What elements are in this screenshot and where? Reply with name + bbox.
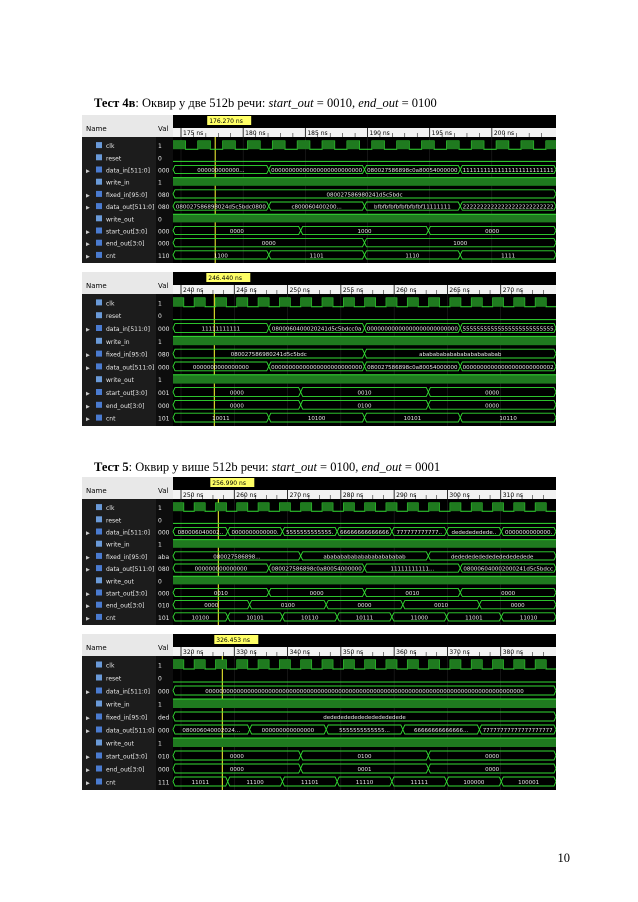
waveform-screenshot-1 [82,115,556,263]
bus-value-label: 0010 [405,591,420,597]
bus-value-label: 10100 [191,615,210,622]
signal-value-3: 1 [158,338,162,346]
signal-type-icon [96,675,102,681]
bus-value-label: 0000 [229,390,244,397]
caption-label: Тест 5 [94,460,129,474]
signal-value-1: 0 [158,313,162,321]
bus-value-label: 0000 [485,767,500,773]
signal-type-icon [96,312,102,318]
time-tick-label: 270 ns [289,492,310,499]
signal-value-6: 0 [158,216,162,224]
bus-value-label: 1101 [309,253,324,260]
time-tick-label: 185 ns [307,130,328,137]
signal-value-8: 010 [158,602,170,610]
signal-type-icon [96,553,102,559]
signal-value-2: 000 [158,688,170,696]
bus-value-label: 10100 [307,416,326,423]
bus-value-label: 0000 [229,767,244,773]
bus-value-label: 0010 [357,390,372,397]
signal-value-1: 0 [158,155,162,163]
bus-value-label: 0000000000000000000000000000000000000000000000000000000000000000000000000000000000000000000 [205,689,524,695]
signal-name-6: write_out [106,740,134,748]
signal-name-7: start_out[3:0] [106,390,148,397]
expand-arrow-icon: ▶ [86,391,90,397]
signal-value-7: 000 [158,228,170,236]
signal-name-4: fixed_in[95:0] [106,714,148,722]
bus-value-label: 0000 [309,591,324,597]
time-tick-label: 320 ns [183,649,204,656]
expand-arrow-icon: ▶ [86,403,90,410]
signal-name-6: write_out [106,578,134,586]
bus-value-label: 0100 [280,603,295,610]
cursor-time-label: 256.990 ns [212,480,246,487]
signal-value-4: aba [158,553,170,561]
signal-name-4: fixed_in[95:0] [106,191,148,199]
time-tick-label: 360 ns [396,649,417,656]
cursor-time-label: 326.453 ns [216,637,250,644]
signal-name-7: start_out[3:0] [106,228,148,236]
bus-value-label: 0000000000000. [231,530,279,536]
signal-type-icon [96,662,102,668]
caption-var: end_out [361,460,402,474]
bus-value-label: 11111111111111111111111111 [462,168,554,174]
bus-value-label: 1000 [453,241,468,248]
signal-name-5: data_out[511:0] [106,566,155,574]
caption-eq: = 0100, [316,460,362,474]
cursor-time-label: 246.440 ns [208,275,242,282]
bus-value-label: 55555555555555555555555555 [462,326,554,333]
signal-type-icon [96,240,102,246]
expand-arrow-icon: ▶ [86,591,90,598]
expand-arrow-icon: ▶ [86,615,90,622]
bus-value-label: 1100 [213,253,228,260]
signal-type-icon [96,529,102,535]
time-tick-label: 175 ns [183,130,204,137]
bus-value-label: 10110 [301,615,319,622]
bus-value-label: abababababababababababab [419,352,502,359]
bus-value-label: 080006040002024... [182,728,241,734]
bus-value-label: 0000 [204,603,219,610]
signal-value-3: 1 [158,541,162,549]
cursor-time-label: 176.270 ns [209,118,243,125]
bus-value-label: 777777777777.. [396,530,442,536]
expand-arrow-icon: ▶ [86,327,90,333]
bus-value-label: 000000000000000 [194,566,248,573]
bus-value-label: 00000000000000000000000002 [462,364,554,371]
bus-value-label: 11010 [519,615,538,622]
signal-type-icon [96,203,102,209]
signal-name-5: data_out[511:0] [106,204,155,212]
signal-value-0: 1 [158,300,162,308]
signal-name-2: data_in[511:0] [106,529,150,537]
signal-name-3: write_in [106,701,130,709]
signal-name-1: reset [106,155,122,163]
signal-value-6: 1 [158,740,162,748]
expand-arrow-icon: ▶ [86,168,90,175]
expand-arrow-icon: ▶ [86,205,90,212]
bus-value-label: 0000 [501,591,516,597]
signal-name-0: clk [106,300,115,308]
bus-value-label: 0010 [434,603,449,610]
bus-value-label: 080027586898... [213,554,261,561]
bus-value-label: dededededede.. [451,530,497,536]
bus-value-label: 10101 [403,416,422,423]
signal-value-4: 080 [158,351,170,359]
bus-value-label: 0000000000000. [505,530,553,536]
signal-name-0: clk [106,505,115,513]
bus-value-label: 0800060400020241d5c5bdcc0a [271,326,362,333]
expand-arrow-icon: ▶ [86,567,90,574]
bus-value-label: 100001 [518,780,540,786]
bus-value-label: 0010 [213,591,228,597]
bus-value-label: 00000000000000000000000000 [271,168,363,174]
bus-value-label: 080027586898c0a80054000000 [367,364,458,371]
bus-value-label: 11100 [246,780,264,786]
signal-value-5: 000 [158,364,170,372]
signal-name-0: clk [106,143,115,151]
bus-value-label: 080006040002000241d5c5bdcc [463,566,553,573]
signal-type-icon [96,516,102,522]
bus-value-label: dededededededededededede [450,554,534,561]
signal-type-icon [96,325,102,331]
page-number: 10 [557,851,570,865]
signal-value-9: 111 [158,779,170,787]
signal-value-5: 000 [158,727,170,735]
bus-value-label: 000000000000... [197,168,245,174]
caption-var: start_out [271,460,317,474]
signal-type-icon [96,577,102,583]
signal-type-icon [96,376,102,382]
bus-value-label: 10110 [499,416,517,423]
signal-type-icon [96,714,102,720]
bus-value-label: 0000 [229,229,244,235]
value-column-header: Val [158,644,169,652]
signal-type-icon [96,142,102,148]
signal-type-icon [96,154,102,160]
bus-value-label: 11011 [191,780,210,786]
bus-value-label: 0001 [357,767,372,773]
signal-value-8: 000 [158,402,170,410]
signal-type-icon [96,590,102,596]
signal-value-9: 101 [158,415,170,423]
time-tick-label: 195 ns [431,130,452,137]
bus-value-label: 11111 [410,780,428,786]
bus-value-label: bfbfbfbfbfbfbfbfbf11111111 [373,204,451,211]
signal-value-4: ded [158,714,170,722]
time-tick-label: 180 ns [245,130,266,137]
signal-name-2: data_in[511:0] [106,326,150,333]
bus-value-label: dededededededededededede [323,715,406,721]
expand-arrow-icon: ▶ [86,603,90,610]
signal-name-1: reset [106,313,122,321]
caption-text: : Оквир у више 512b речи: [128,460,272,474]
signal-type-icon [96,727,102,733]
caption-eq: = 0100 [398,96,437,110]
time-tick-label: 190 ns [369,130,390,137]
signal-value-5: 080 [158,566,170,574]
signal-name-2: data_in[511:0] [106,688,150,696]
expand-arrow-icon: ▶ [86,365,90,372]
bus-value-label: 0000 [229,403,244,410]
caption-text: : Оквир у две 512b речи: [135,96,269,110]
bus-value-label: 1110 [405,253,420,260]
test-5-caption [94,460,440,475]
signal-value-1: 0 [158,517,162,525]
waveform-screenshot-2 [82,272,556,426]
expand-arrow-icon: ▶ [86,229,90,236]
bus-value-label: 1111 [501,253,516,260]
value-column-header: Val [158,125,169,133]
signal-type-icon [96,740,102,746]
bus-value-label: 22222222222222222222222222 [462,204,554,211]
signal-type-icon [96,389,102,395]
bus-value-label: 080027586980241d5c5bdc [230,352,307,359]
signal-type-icon [96,688,102,694]
signal-name-3: write_in [106,541,130,549]
value-column-header: Val [158,487,169,495]
signal-type-icon [96,351,102,357]
bus-value-label: c800060400200... [291,204,342,211]
time-tick-label: 290 ns [396,492,417,499]
signal-type-icon [96,252,102,258]
time-tick-label: 250 ns [183,492,204,499]
bus-value-label: 080027586898c0a80054000000 [271,566,362,573]
signal-name-0: clk [106,662,115,670]
signal-type-icon [96,191,102,197]
signal-value-3: 1 [158,179,162,187]
bus-value-label: 0000000000000000 [192,364,249,371]
signal-name-6: write_out [106,216,134,224]
bus-value-label: 66666666666666... [413,728,469,734]
signal-value-9: 101 [158,614,170,622]
bus-value-label: 11111111111 [201,326,241,333]
bus-value-label: 11110 [355,780,374,786]
signal-type-icon [96,753,102,759]
time-tick-label: 245 ns [236,287,257,294]
bus-value-label: 0000 [261,241,276,248]
name-column-header: Name [86,487,107,495]
waveform-screenshot-4 [82,634,556,790]
bus-value-label: 080027586898024d5c5bdc0800 [175,204,266,211]
signal-value-3: 1 [158,701,162,709]
signal-value-4: 080 [158,191,170,199]
bus-value-label: 100000 [463,780,485,786]
time-tick-label: 250 ns [289,287,310,294]
signal-name-3: write_in [106,179,130,187]
signal-value-7: 001 [158,390,170,397]
expand-arrow-icon: ▶ [86,554,90,561]
signal-type-icon [96,215,102,221]
time-tick-label: 340 ns [289,649,310,656]
name-column-header: Name [86,282,107,290]
signal-type-icon [96,338,102,344]
signal-value-6: 1 [158,377,162,385]
signal-type-icon [96,701,102,707]
expand-arrow-icon: ▶ [86,689,90,696]
bus-value-label: 11101 [301,780,319,786]
expand-arrow-icon: ▶ [86,530,90,537]
bus-value-label: 080027586980241d5c5bdc [326,192,403,199]
waveform-screenshot-3 [82,477,556,625]
signal-name-8: end_out[3:0] [106,240,145,248]
signal-name-7: start_out[3:0] [106,753,148,761]
bus-value-label: 0000 [485,390,500,397]
signal-name-3: write_in [106,338,130,346]
bus-value-label: 00000000000000000000000000 [271,364,363,371]
time-tick-label: 255 ns [342,287,364,294]
signal-type-icon [96,602,102,608]
caption-eq: = 0010, [313,96,359,110]
signal-name-9: cnt [106,252,116,260]
expand-arrow-icon: ▶ [86,253,90,260]
signal-value-7: 010 [158,753,170,761]
signal-value-2: 000 [158,529,170,537]
signal-type-icon [96,415,102,421]
bus-value-label: 0100 [357,403,372,410]
time-tick-label: 270 ns [502,287,524,294]
signal-type-icon [96,766,102,772]
bus-value-label: 000000000000000 [261,728,315,734]
signal-type-icon [96,228,102,234]
signal-value-9: 110 [158,252,170,260]
expand-arrow-icon: ▶ [86,728,90,735]
caption-var: end_out [358,96,399,110]
time-tick-label: 265 ns [449,287,470,294]
bus-value-label: 00000000000000000000000000 [366,326,458,333]
signal-type-icon [96,614,102,620]
bus-value-label: 11000 [410,615,428,622]
signal-name-1: reset [106,675,122,683]
signal-type-icon [96,541,102,547]
bus-value-label: 0000 [510,603,525,610]
signal-name-9: cnt [106,415,116,423]
bus-value-label: 0000 [485,754,500,760]
time-tick-label: 310 ns [502,492,524,499]
signal-value-6: 0 [158,578,162,586]
expand-arrow-icon: ▶ [86,715,90,722]
bus-value-label: 11111111111... [390,566,435,573]
signal-value-1: 0 [158,675,162,683]
signal-name-1: reset [106,517,122,525]
signal-type-icon [96,363,102,369]
signal-name-7: start_out[3:0] [106,590,148,598]
expand-arrow-icon: ▶ [86,767,90,774]
bus-value-label: 77777777777777777777 [482,728,553,734]
test-4v-caption [94,96,437,111]
bus-value-label: 0000 [229,754,244,760]
time-tick-label: 200 ns [493,130,515,137]
value-column-header: Val [158,282,169,290]
signal-type-icon [96,779,102,785]
signal-name-2: data_in[511:0] [106,167,150,175]
caption-eq: = 0001 [401,460,441,474]
signal-name-8: end_out[3:0] [106,766,145,774]
time-tick-label: 330 ns [236,649,257,656]
signal-type-icon [96,565,102,571]
bus-value-label: 0000 [485,229,500,235]
time-tick-label: 380 ns [502,649,524,656]
name-column-header: Name [86,125,107,133]
name-column-header: Name [86,644,107,652]
signal-name-4: fixed_in[95:0] [106,553,148,561]
caption-var: start_out [268,96,314,110]
bus-value-label: 1000 [357,229,372,235]
signal-type-icon [96,179,102,185]
signal-value-8: 000 [158,766,170,774]
expand-arrow-icon: ▶ [86,241,90,248]
bus-value-label: 10101 [246,615,264,622]
bus-value-label: 5555555555555... [339,728,390,734]
signal-value-8: 000 [158,240,170,248]
bus-value-label: 0100 [357,754,372,760]
signal-value-2: 000 [158,167,170,175]
signal-value-7: 000 [158,590,170,598]
time-tick-label: 260 ns [236,492,257,499]
bus-value-label: 66666666666666 [340,530,389,536]
signal-name-5: data_out[511:0] [106,364,155,372]
bus-value-label: 080006040002.. [177,530,224,536]
caption-label: Тест 4в [94,96,136,110]
bus-value-label: 10111 [355,615,374,622]
signal-name-6: write_out [106,377,134,385]
signal-name-9: cnt [106,614,116,622]
bus-value-label: 0000 [485,403,500,410]
signal-name-4: fixed_in[95:0] [106,351,148,359]
signal-name-5: data_out[511:0] [106,727,155,735]
signal-value-0: 1 [158,143,162,151]
signal-name-8: end_out[3:0] [106,602,145,610]
time-tick-label: 280 ns [342,492,364,499]
bus-value-label: 11001 [465,615,483,622]
time-tick-label: 370 ns [449,649,470,656]
bus-value-label: 5555555555555. [286,530,334,536]
expand-arrow-icon: ▶ [86,754,90,761]
signal-value-2: 000 [158,326,170,333]
signal-type-icon [96,299,102,305]
signal-type-icon [96,504,102,510]
signal-name-9: cnt [106,779,116,787]
signal-type-icon [96,402,102,408]
expand-arrow-icon: ▶ [86,780,90,787]
expand-arrow-icon: ▶ [86,416,90,423]
expand-arrow-icon: ▶ [86,352,90,359]
time-tick-label: 350 ns [342,649,364,656]
expand-arrow-icon: ▶ [86,192,90,199]
bus-value-label: 080027586898c0a80054000000 [367,168,458,174]
signal-value-0: 1 [158,662,162,670]
time-tick-label: 300 ns [449,492,470,499]
time-tick-label: 240 ns [183,287,204,294]
bus-value-label: 0000 [357,603,372,610]
signal-type-icon [96,167,102,173]
signal-name-8: end_out[3:0] [106,402,145,410]
signal-value-5: 080 [158,204,170,212]
bus-value-label: abababababababababababab [323,554,406,561]
time-tick-label: 260 ns [396,287,417,294]
bus-value-label: 10011 [212,416,230,423]
signal-value-0: 1 [158,505,162,513]
